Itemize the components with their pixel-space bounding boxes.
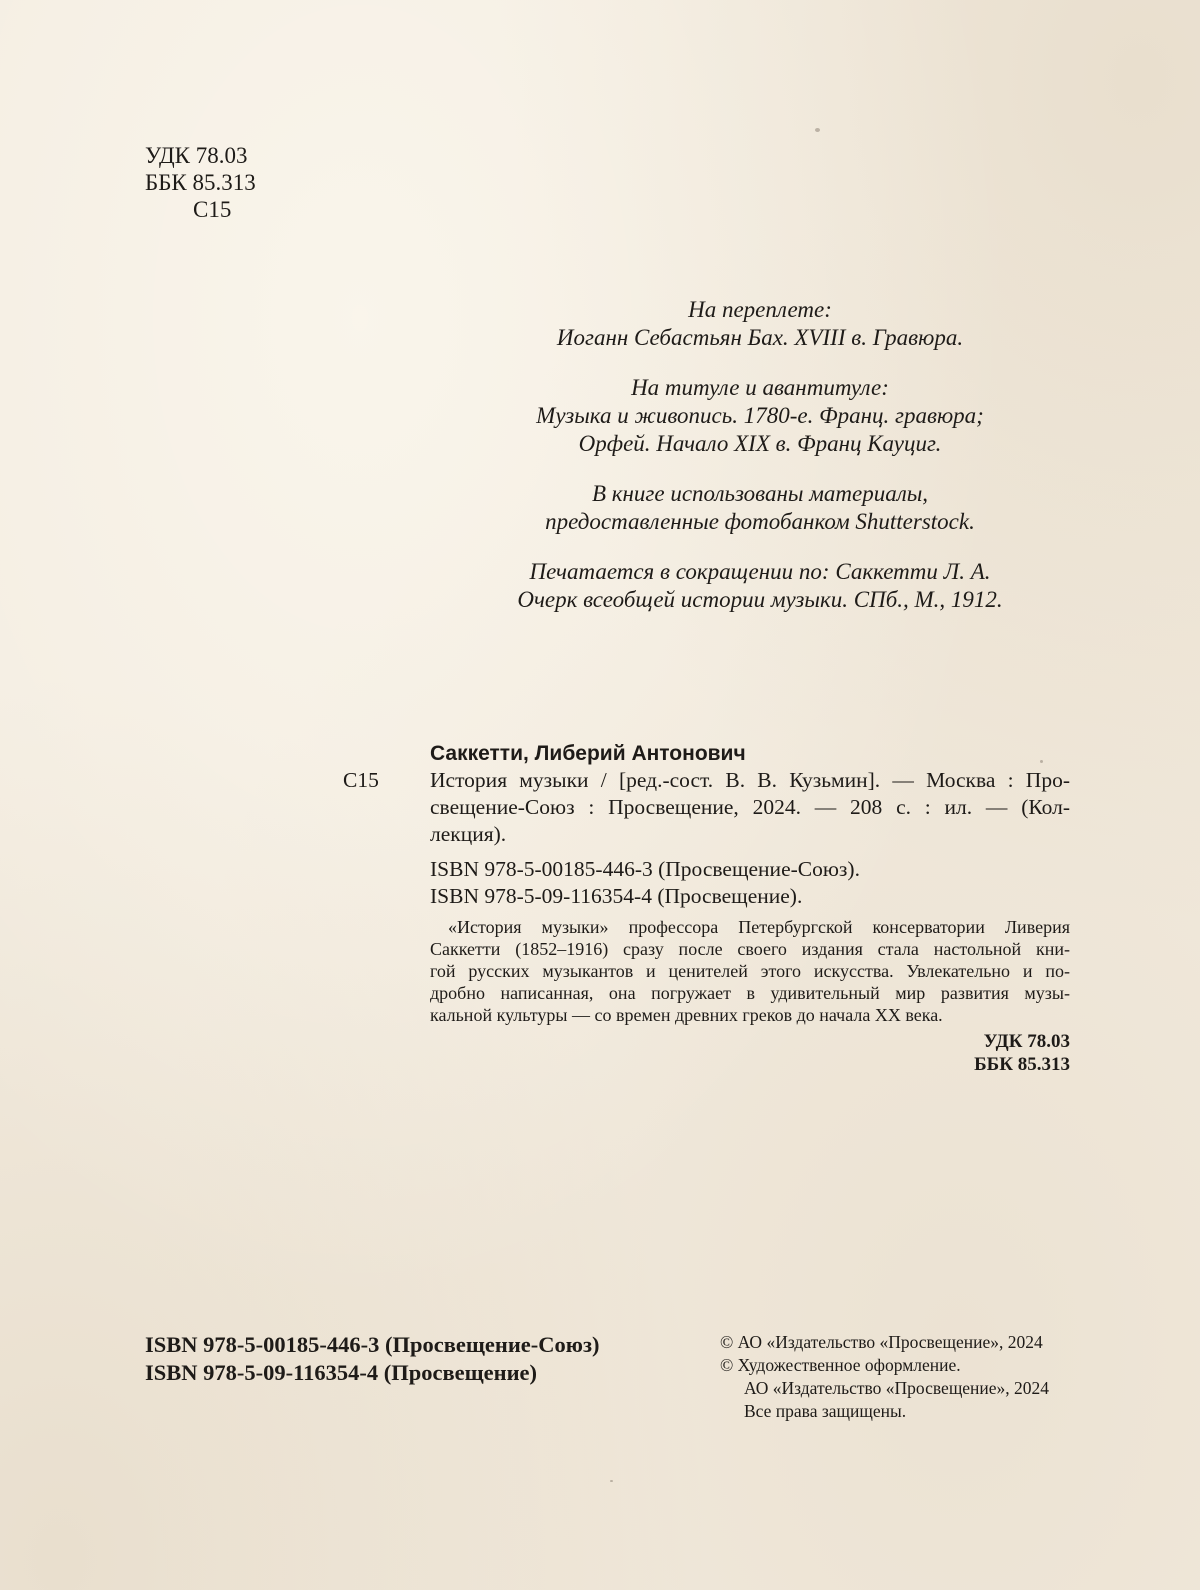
annotation-line: «История музыки» профессора Петербургской консерватории Ливерия [448,917,1070,937]
bbk-code: ББК 85.313 [974,1054,1070,1075]
classification-codes [145,142,256,223]
copyright-line: © АО «Издательство «Просвещение», 2024 [720,1332,1043,1352]
author-cipher: С15 [193,197,232,222]
copyright-line: АО «Издательство «Просвещение», 2024 [744,1378,1050,1398]
isbn-line: ISBN 978-5-00185-446-3 (Просвещение-Союз). [430,857,860,881]
isbn-line: ISBN 978-5-00185-446-3 (Просвещение-Союз) [145,1332,600,1357]
credit-line: Орфей. Начало XIX в. Франц Кауциг. [578,431,942,456]
isbn-block [145,1331,600,1387]
description-line: История музыки / [ред.-сост. В. В. Кузьмин]. — Москва : Про- [430,768,1070,792]
annotation-line: кальной культуры — со времен древних греков до начала XX века. [430,1005,943,1025]
description-line: лекция). [430,822,507,846]
annotation-line: Саккетти (1852–1916) сразу после своего издания стала настольной кни- [430,939,1070,959]
title-page-credit [430,374,1090,458]
description-line: свещение-Союз : Просвещение, 2024. — 208 с. : ил. — (Кол- [430,795,1070,819]
author-heading: Саккетти, Либерий Антонович [430,742,746,765]
credit-line: В книге использованы материалы, [591,481,929,506]
annotation [430,916,1070,1026]
abridgement-note [430,558,1090,614]
illustration-credits [430,296,1090,636]
credit-line: Печатается в сокращении по: Саккетти Л. А. [529,559,991,584]
binding-credit [430,296,1090,352]
udk-code: УДК 78.03 [983,1031,1070,1052]
credit-line: На переплете: [688,297,832,322]
udk-code: УДК 78.03 [145,143,248,168]
bbk-code: ББК 85.313 [145,170,256,195]
copyright-line: © Художественное оформление. [720,1355,961,1375]
photobank-credit [430,480,1090,536]
credit-line: предоставленные фотобанком Shutterstock. [545,509,975,534]
credit-line: На титуле и авантитуле: [631,375,889,400]
isbn-line: ISBN 978-5-09-116354-4 (Просвещение) [145,1360,538,1385]
record-classification [430,1030,1070,1076]
bibliographic-cipher: С15 [343,768,379,792]
isbn-line: ISBN 978-5-09-116354-4 (Просвещение). [430,884,803,908]
credit-line: Очерк всеобщей истории музыки. СПб., М., 1912. [517,587,1003,612]
paper-speck [815,128,820,132]
paper-speck [610,1480,613,1482]
credit-line: Музыка и живопись. 1780-е. Франц. гравюра; [536,403,984,428]
credit-line: Иоганн Себастьян Бах. XVIII в. Гравюра. [556,325,964,350]
annotation-line: гой русских музыкантов и ценителей этого искусства. Увлекательно и по- [430,961,1070,981]
annotation-line: дробно написанная, она погружает в удивительный мир развития музы- [430,983,1070,1003]
rights-reserved: Все права защищены. [744,1401,907,1421]
copyright-notice [720,1331,1049,1423]
bibliographic-record [430,740,1070,1076]
